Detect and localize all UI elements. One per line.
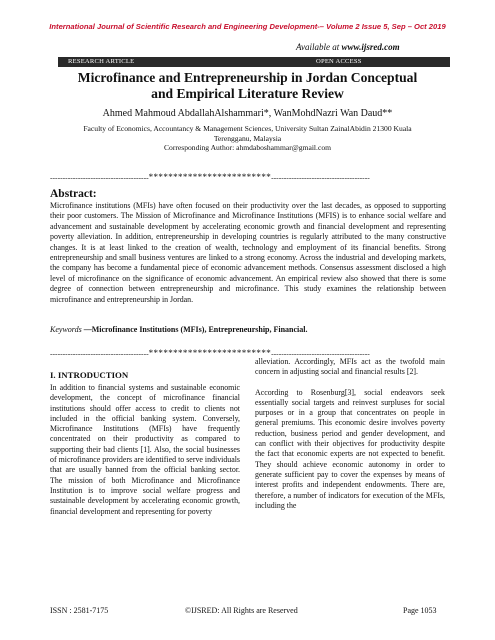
intro-column-left — [50, 383, 240, 527]
abstract-text: Microfinance institutions (MFIs) have often focused on their productivity over the last decades, as opposed to supporting their poor customers. The Mission of Microfinance and Microfinance Institutions (MFIS) is to enhance social welfare and advancement and sustainable development by accelerating economic growth and financial development and representing poverty alleviation. In addition, entrepreneurship in developing countries is regularly attributed to the many constructive changes. It is at least linked to the creation of wealth, technology and employment of its financial benefits. Strong entrepreneurship and small business ventures are linked to a strong economy. Across the industrial and developing markets, the company has become a fundamental piece of economic advancement methods. Consensus assessment disclosed a high level of microfinance on the significance of economic advancement. An empirical review also showed that there is some degree of connection between entrepreneurship and microfinance. This study examines the relationship between microfinance and entrepreneurship in Jordan. — [50, 201, 446, 304]
intro-paragraph-2: alleviation. Accordingly, MFIs act as the twofold main concern in adjusting social and financial results [2]. — [255, 357, 445, 377]
introduction-heading: I. INTRODUCTION — [50, 370, 129, 380]
separator-top: ---------------------------------------*************************--------------------------------------- — [50, 172, 370, 182]
intro-paragraph-1: In addition to financial systems and sustainable economic development, the concept of microfinance financial institutions should offer access to credit to clients not included in the official banking system. Conversely, Microfinance Institutions (MFIs) have frequently concentrated on their productivity as compared to supporting their bad clients [1]. Also, the social businesses of microfinance providers are identified to serve individuals that are usually banned from the official banking sector. The mission of both Microfinance and Microfinance Institution is to improve social welfare progress and sustainable development by accelerating economic growth, financial development and representing for poverty — [50, 383, 240, 516]
journal-url-link[interactable]: www.ijsred.com — [341, 42, 400, 52]
intro-paragraph-3: According to Rosenburg[3], social endeavors seek essentially social targets and reinvest surpluses for social purposes or in a group that concentrates on people in general premiums. This economic desire involves poverty reduction, business period and gender development, and can conflict with their objectives for productivity despite the fact that economic experts are not expected to benefit. They should achieve economic autonomy in order to generate sufficient pay to cover the expenses by means of interest profits and independent endowments. There are, therefore, a number of indicators for execution of the MFIs, including the — [255, 387, 445, 510]
keywords-label: Keywords — [50, 325, 82, 334]
affiliation — [0, 124, 495, 153]
intro-column-right — [255, 357, 445, 521]
affiliation-line-2: Terengganu, Malaysia — [213, 133, 282, 143]
paper-title — [0, 70, 495, 102]
article-type-bar — [58, 57, 450, 67]
abstract-heading: Abstract: — [50, 188, 97, 200]
available-label: Available at — [296, 42, 340, 52]
keywords-text: —Microfinance Institutions (MFIs), Entrepreneurship, Financial. — [81, 325, 308, 334]
footer-issn: ISSN : 2581-7175 — [50, 606, 109, 615]
available-at — [296, 42, 400, 52]
journal-header: International Journal of Scientific Research and Engineering Development-– Volume 2 Issue 5, Sep – Oct 2019 — [49, 22, 446, 31]
authors: Ahmed Mahmoud AbdallahAlshammari*, WanMohdNazri Wan Daud** — [102, 108, 393, 119]
corresponding-author: Corresponding Author: ahmdaboshammar@gmail.com — [163, 143, 332, 152]
keywords — [50, 325, 446, 334]
affiliation-line-1: Faculty of Economics, Accountancy & Management Sciences, University Sultan ZainalAbidin 21300 Kuala — [83, 124, 412, 133]
footer-page: Page 1053 — [403, 606, 437, 615]
footer-rights: ©IJSRED: All Rights are Reserved — [185, 606, 298, 615]
title-line-1: Microfinance and Entrepreneurship in Jordan Conceptual — [77, 70, 418, 85]
article-type: RESEARCH ARTICLE — [68, 58, 135, 65]
open-access-label: OPEN ACCESS — [316, 58, 362, 65]
title-line-2: and Empirical Literature Review — [151, 86, 344, 101]
separator-bottom: ---------------------------------------*************************--------------------------------------- — [50, 348, 370, 358]
